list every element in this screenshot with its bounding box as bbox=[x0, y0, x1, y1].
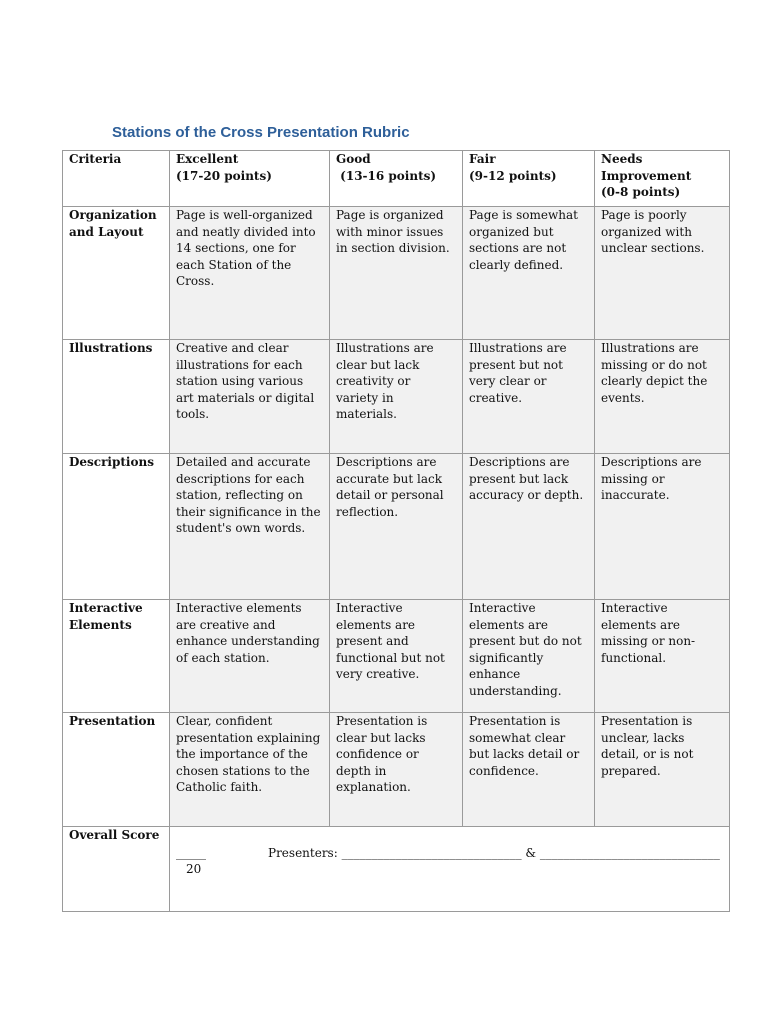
level-name: Excellent bbox=[176, 152, 239, 166]
rubric-cell: Interactive elements are missing or non-functional. bbox=[595, 600, 730, 713]
rubric-cell: Page is organized with minor issues in section division. bbox=[330, 207, 463, 340]
table-row bbox=[63, 600, 730, 713]
rubric-cell: Page is poorly organized with unclear sections. bbox=[595, 207, 730, 340]
rubric-cell: Detailed and accurate descriptions for each station, reflecting on their significance in the student's own words. bbox=[170, 454, 330, 600]
score-blank[interactable]: _____ bbox=[176, 846, 206, 860]
rubric-cell: Creative and clear illustrations for each station using various art materials or digital tools. bbox=[170, 340, 330, 454]
criterion-label: Presentation bbox=[63, 713, 170, 827]
table-row bbox=[63, 340, 730, 454]
overall-score-row bbox=[63, 827, 730, 912]
overall-score-cell[interactable] bbox=[170, 827, 730, 912]
header-level-excellent bbox=[170, 151, 330, 207]
level-name: Needs bbox=[601, 152, 643, 166]
header-level-good bbox=[330, 151, 463, 207]
level-name: Fair bbox=[469, 152, 496, 166]
rubric-cell: Page is well-organized and neatly divided into 14 sections, one for each Station of the Cross. bbox=[170, 207, 330, 340]
table-row bbox=[63, 713, 730, 827]
criterion-label: Organization and Layout bbox=[63, 207, 170, 340]
level-points: (13-16 points) bbox=[336, 168, 437, 183]
rubric-table bbox=[62, 150, 730, 912]
rubric-cell: Clear, confident presentation explaining the importance of the chosen stations to the Catholic faith. bbox=[170, 713, 330, 827]
rubric-cell: Descriptions are accurate but lack detail or personal reflection. bbox=[330, 454, 463, 600]
overall-score-label: Overall Score bbox=[63, 827, 170, 912]
table-row bbox=[63, 207, 730, 340]
presenters-line[interactable]: Presenters: ______________________________ & ______________________________ bbox=[268, 846, 720, 860]
criterion-label: Interactive Elements bbox=[63, 600, 170, 713]
level-name: Good bbox=[336, 152, 371, 166]
score-denominator: 20 bbox=[186, 862, 202, 876]
rubric-cell: Presentation is somewhat clear but lacks detail or confidence. bbox=[463, 713, 595, 827]
rubric-cell: Page is somewhat organized but sections are not clearly defined. bbox=[463, 207, 595, 340]
rubric-cell: Illustrations are missing or do not clearly depict the events. bbox=[595, 340, 730, 454]
rubric-cell: Descriptions are present but lack accuracy or depth. bbox=[463, 454, 595, 600]
criterion-label: Descriptions bbox=[63, 454, 170, 600]
rubric-cell: Presentation is clear but lacks confidence or depth in explanation. bbox=[330, 713, 463, 827]
header-level-needs-improvement bbox=[595, 151, 730, 207]
table-row bbox=[63, 454, 730, 600]
criterion-label: Illustrations bbox=[63, 340, 170, 454]
level-points: (17-20 points) bbox=[176, 168, 272, 183]
header-criteria: Criteria bbox=[63, 151, 170, 207]
rubric-cell: Descriptions are missing or inaccurate. bbox=[595, 454, 730, 600]
rubric-cell: Interactive elements are present but do not significantly enhance understanding. bbox=[463, 600, 595, 713]
level-points: (9-12 points) bbox=[469, 168, 557, 183]
table-header-row bbox=[63, 151, 730, 207]
document-title: Stations of the Cross Presentation Rubric bbox=[112, 124, 410, 141]
rubric-cell: Interactive elements are creative and enhance understanding of each station. bbox=[170, 600, 330, 713]
header-level-fair bbox=[463, 151, 595, 207]
level-name-line2: Improvement bbox=[601, 168, 692, 183]
rubric-cell: Interactive elements are present and functional but not very creative. bbox=[330, 600, 463, 713]
rubric-cell: Illustrations are present but not very clear or creative. bbox=[463, 340, 595, 454]
level-points: (0-8 points) bbox=[601, 185, 681, 200]
rubric-cell: Presentation is unclear, lacks detail, or is not prepared. bbox=[595, 713, 730, 827]
rubric-cell: Illustrations are clear but lack creativity or variety in materials. bbox=[330, 340, 463, 454]
